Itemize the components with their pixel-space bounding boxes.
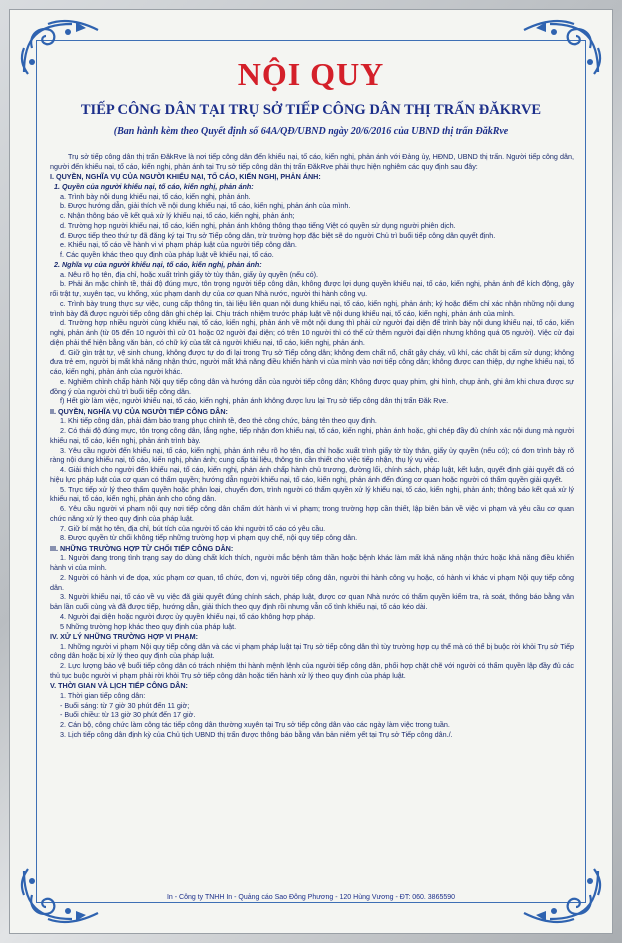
list-item: 5. Trực tiếp xử lý theo thẩm quyền hoặc phân loại, chuyển đơn, trình người có thẩm quyền xử lý khiếu nại, tố cáo, kiến nghị, phản ánh; thông báo kết quả xử lý khiếu nại, tố cáo, kiến nghị, phản ánh cho công dân. (50, 484, 574, 504)
subsection-heading: 2. Nghĩa vụ của người khiếu nại, tố cáo, kiến nghị, phản ánh: (54, 259, 262, 269)
list-item: 4. Giải thích cho người đến khiếu nại, tố cáo, kiến nghị, phản ánh chấp hành chủ trương, đường lối, chính sách, pháp luật, kết luận, quyết định giải quyết đã có hiệu lực pháp luật của cơ quan có thẩm quyền; hướng dẫn người khiếu nại, tố cáo, kiến nghị, phản ánh đến đúng cơ quan hoặc người có thẩm quyền giải quyết. (50, 465, 574, 484)
subsection-heading: 1. Quyền của người khiếu nại, tố cáo, kiến nghị, phản ánh: (54, 181, 254, 191)
section-heading: II. QUYỀN, NGHĨA VỤ CỦA NGƯỜI TIẾP CÔNG DÂN: (50, 406, 228, 416)
list-item: b. Được hướng dẫn, giải thích về nội dung khiếu nại, tố cáo, kiến nghị, phản ánh của mình. (60, 201, 351, 211)
list-item: a. Nêu rõ họ tên, địa chỉ, hoặc xuất trình giấy tờ tùy thân, giấy ủy quyền (nếu có). (60, 269, 319, 279)
list-item: d. Trường hợp nhiều người cùng khiếu nại, tố cáo, kiến nghị, phản ánh về một nội dung thì phải cử người đại diện để trình bày nội dung khiếu nại, tố cáo, kiến nghị, phản ánh (từ 05 đến 10 người thì cử 01 hoặc 02 người đại diện; có trên 10 người thì có thể cử thêm người đại diện nhưng không quá 05 người). Việc cử đại diện phải thể hiện bằng văn bản, có chữ ký của tất cả người khiếu nại, tố cáo, kiến nghị, phản ánh. (50, 318, 574, 347)
regulation-body (50, 152, 574, 885)
list-item: đ. Giữ gìn trật tự, vệ sinh chung, không được tự do đi lại trong Trụ sở Tiếp công dân; không đem chất nổ, chất gây cháy, vũ khí, các chất bị cấm sử dụng; không đưa trẻ em, người bị mất khả năng nhận thức, người mất khả năng điều khiển hành vi của mình vào nơi tiếp công dân; không được can thiệp, dự nghe khiếu nại, tố cáo, kiến nghị, phản ánh của người khác. (50, 347, 574, 376)
printer-credit: In - Công ty TNHH In - Quảng cáo Sao Đông Phương - 120 Hùng Vương - ĐT: 060. 3865590 (166, 894, 456, 901)
list-item: 1. Thời gian tiếp công dân: (60, 690, 146, 700)
list-item: c. Nhận thông báo về kết quả xử lý khiếu nại, tố cáo, kiến nghị, phản ánh; (60, 211, 295, 220)
list-item: d. Trường hợp người khiếu nại, tố cáo, kiến nghị, phản ánh không thông thạo tiếng Việt có quyền sử dụng người phiên dịch. (60, 220, 456, 230)
list-item: b. Phải ăn mặc chỉnh tề, thái độ đúng mực, tôn trọng người tiếp công dân, không được lợi dụng quyền khiếu nại, tố cáo, kiến nghị, phản ánh để kích động, gây rối trật tự, xuyên tạc, vu khống, xúc phạm danh dự của cơ quan Nhà nước, người thi hành công vụ. (50, 279, 574, 298)
list-item: 6. Yêu cầu người vi phạm nội quy nơi tiếp công dân chấm dứt hành vi vi phạm; trong trường hợp cần thiết, lập biên bản về việc vi phạm và yêu cầu cơ quan chức năng xử lý theo quy định của pháp luật. (50, 504, 574, 523)
list-item: 8. Được quyền từ chối không tiếp những trường hợp vi phạm quy chế, nội quy tiếp công dân. (60, 533, 358, 543)
list-item: 2. Có thái độ đúng mực, tôn trọng công dân, lắng nghe, tiếp nhận đơn khiếu nại, tố cáo, kiến nghị, phản ánh hoặc, ghi chép đầy đủ chính xác nội dung mà người khiếu nại, tố cáo, kiến nghị, phản ánh trình bày. (50, 426, 574, 445)
notice-sheet (9, 9, 613, 934)
list-item: a. Trình bày nội dung khiếu nại, tố cáo, kiến nghị, phản ánh. (60, 191, 251, 201)
list-item: 7. Giữ bí mật họ tên, địa chỉ, bút tích của người tố cáo khi người tố cáo có yêu cầu. (60, 523, 326, 533)
section-heading: III. NHỮNG TRƯỜNG HỢP TỪ CHỐI TIẾP CÔNG DÂN: (50, 543, 234, 553)
section-heading: I. QUYỀN, NGHĨA VỤ CỦA NGƯỜI KHIẾU NẠI, TỐ CÁO, KIẾN NGHỊ, PHẢN ÁNH: (50, 172, 321, 181)
intro-paragraph: Trụ sở tiếp công dân thị trấn ĐăkRve là nơi tiếp công dân đến khiếu nại, tố cáo, kiến nghị, phản ánh với Đảng ủy, HĐND, UBND thị trấn. Người tiếp công dân, người đến khiếu nại, tố cáo, kiến nghị, phản ánh tại Trụ sở tiếp công dân thị trấn ĐăkRve phải thực hiện nghiêm các quy định sau đây: (50, 152, 574, 171)
list-item: 3. Người khiếu nại, tố cáo về vụ việc đã giải quyết đúng chính sách, pháp luật, được cơ quan Nhà nước có thẩm quyền kiểm tra, rà soát, thông báo bằng văn bản lần cuối cùng và đã được tiếp, hướng dẫn, giải thích theo quy định rồi nhưng vẫn cố tình khiếu nại, tố cáo kéo dài. (50, 592, 574, 611)
list-item: - Buổi sáng: từ 7 giờ 30 phút đến 11 giờ; (60, 700, 190, 710)
list-item: 1. Những người vi phạm Nội quy tiếp công dân và các vi phạm pháp luật tại Trụ sở tiếp công dân thì tùy trường hợp cụ thể mà có thể bị buộc rời khỏi Trụ sở Tiếp công dân hoặc bị xử lý theo quy định của pháp luật. (50, 641, 574, 661)
list-item: 3. Lịch tiếp công dân định kỳ của Chủ tịch UBND thị trấn được thông báo bằng văn bản niêm yết tại Trụ sở Tiếp công dân./. (60, 729, 453, 739)
list-item: f) Hết giờ làm việc, người khiếu nại, tố cáo, kiến nghị, phản ánh không được lưu lại Trụ sở tiếp công dân thị trấn Đăk Rve. (60, 396, 449, 406)
list-item: 2. Người có hành vi đe dọa, xúc phạm cơ quan, tổ chức, đơn vị, người tiếp công dân, người thi hành công vụ hoặc, có hành vi khác vi phạm Nội quy tiếp công dân. (50, 572, 574, 592)
list-item: 5 Những trường hợp khác theo quy định của pháp luật. (60, 621, 237, 631)
list-item: 3. Yêu cầu người đến khiếu nại, tố cáo, kiến nghị, phản ánh nêu rõ họ tên, địa chỉ hoặc xuất trình giấy tờ tùy thân, giấy ủy quyền (nếu có); có đơn trình bày rõ ràng nội dung khiếu nại, tố cáo, kiến nghị, phản ánh; cung cấp tài liệu, thông tin cần thiết cho việc tiếp nhận, thụ lý vụ việc. (50, 445, 574, 465)
decree-reference: (Ban hành kèm theo Quyết định số 64A/QĐ/UBND ngày 20/6/2016 của UBND thị trấn ĐăkRve (113, 126, 509, 137)
list-item: - Buổi chiều: từ 13 giờ 30 phút đến 17 giờ. (60, 710, 196, 720)
notice-title: NỘI QUY (237, 56, 385, 92)
list-item: e. Nghiêm chỉnh chấp hành Nội quy tiếp công dân và hướng dẫn của người tiếp công dân; Không được quay phim, ghi hình, chụp ảnh, ghi âm khi chưa được sự đồng ý của người chủ trì buổi tiếp công dân. (50, 376, 574, 396)
list-item: đ. Được tiếp theo thứ tự đã đăng ký tại Trụ sở Tiếp công dân, trừ trường hợp đặc biệt sẽ do người Chủ trì buổi tiếp công dân quyết định. (60, 230, 496, 240)
list-item: 2. Cán bộ, công chức làm công tác tiếp công dân thường xuyên tại Trụ sở tiếp công dân vào các ngày làm việc trong tuần. (60, 720, 450, 729)
section-heading: IV. XỬ LÝ NHỮNG TRƯỜNG HỢP VI PHẠM: (50, 631, 198, 641)
notice-subtitle: TIẾP CÔNG DÂN TẠI TRỤ SỞ TIẾP CÔNG DÂN THỊ TRẤN ĐĂKRVE (80, 102, 542, 118)
list-item: 2. Lực lượng bảo vệ buổi tiếp công dân có trách nhiệm thi hành mệnh lệnh của người tiếp công dân, phối hợp chặt chẽ với người có thẩm quyền lập đầy đủ các thủ tục buộc người vi phạm phải rời khỏi Trụ sở tiếp công dân hoặc tiến hành xử lý theo quy định của pháp luật. (50, 661, 574, 680)
list-item: 1. Khi tiếp công dân, phải đảm bảo trang phục chỉnh tề, đeo thẻ công chức, bảng tên theo quy định. (60, 416, 377, 426)
list-item: f. Các quyền khác theo quy định của pháp luật về khiếu nại, tố cáo. (60, 250, 274, 259)
list-item: c. Trình bày trung thực sự việc, cung cấp thông tin, tài liệu liên quan nội dung khiếu nại, tố cáo, kiến nghị, phản ánh; ký hoặc điểm chỉ xác nhận những nội dung trình bày đã được người tiếp công dân ghi chép lại. Chịu trách nhiệm trước pháp luật về nội dung khiếu nại, tố cáo, kiến nghị, phản ánh của mình. (50, 298, 574, 318)
list-item: 4. Người đại diện hoặc người được ủy quyền khiếu nại, tố cáo không hợp pháp. (60, 611, 316, 621)
section-heading: V. THỜI GIAN VÀ LỊCH TIẾP CÔNG DÂN: (50, 681, 188, 690)
list-item: e. Khiếu nại, tố cáo về hành vi vi phạm pháp luật của người tiếp công dân. (60, 240, 297, 250)
list-item: 1. Người đang trong tình trạng say do dùng chất kích thích, người mắc bệnh tâm thần hoặc bệnh khác làm mất khả năng nhận thức hoặc khả năng điều khiển hành vi của mình. (50, 553, 574, 572)
